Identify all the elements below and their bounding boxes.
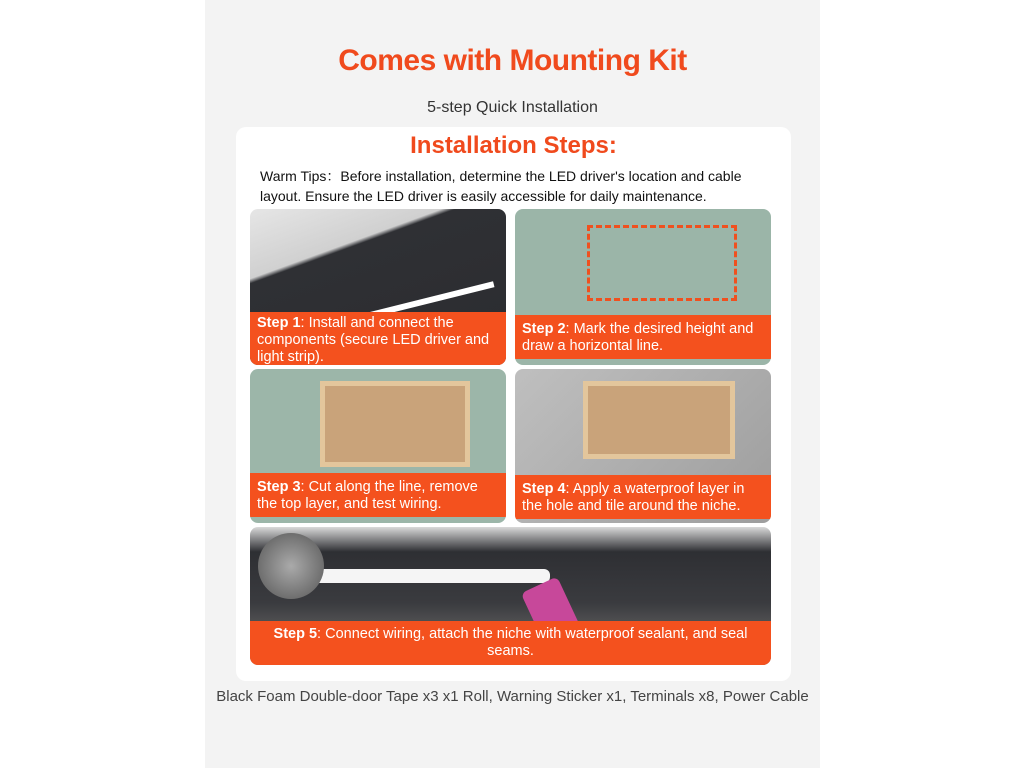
page-title: Comes with Mounting Kit (338, 44, 687, 77)
step-5-caption (250, 621, 771, 665)
step-2-caption (515, 315, 771, 359)
warm-tips-text: Warm Tips：Before installation, determine the LED driver's location and cable layout. Ensure the LED driver is easily accessible for daily maintenance. (260, 168, 742, 204)
step-4-text: : Apply a waterproof layer in the hole and tile around the niche. (522, 481, 745, 514)
step-3-panel (250, 369, 506, 523)
step-2-text: : Mark the desired height and draw a horizontal line. (522, 321, 754, 354)
step-1-text: : Install and connect the components (secure LED driver and light strip). (257, 315, 490, 365)
tiled-hole-image (583, 381, 735, 459)
step-4-caption (515, 475, 771, 519)
installed-strip-image (290, 569, 550, 583)
cut-hole-image (320, 381, 470, 467)
step-3-text: : Cut along the line, remove the top layer, and test wiring. (257, 479, 478, 512)
installation-card (236, 127, 791, 681)
wiring-closeup-image (258, 533, 324, 599)
step-5-text: : Connect wiring, attach the niche with waterproof sealant, and seal seams. (317, 626, 748, 659)
step-2-panel (515, 209, 771, 365)
step-5-panel (250, 527, 771, 665)
step-2-label: Step 2 (522, 321, 566, 337)
product-page (205, 0, 820, 768)
kit-contents-text: Black Foam Double-door Tape x3 x1 Roll, Warning Sticker x1, Terminals x8, Power Cable (216, 688, 809, 705)
step-1-caption (250, 312, 506, 365)
step-3-label: Step 3 (257, 479, 301, 495)
installation-steps-title: Installation Steps: (410, 132, 617, 159)
step-1-panel (250, 209, 506, 365)
step-1-label: Step 1 (257, 315, 301, 331)
page-subtitle: 5-step Quick Installation (427, 99, 598, 116)
marked-outline-image (587, 225, 737, 301)
step-5-label: Step 5 (273, 626, 318, 642)
step-4-label: Step 4 (522, 481, 566, 497)
step-4-panel (515, 369, 771, 523)
step-3-caption (250, 473, 506, 517)
